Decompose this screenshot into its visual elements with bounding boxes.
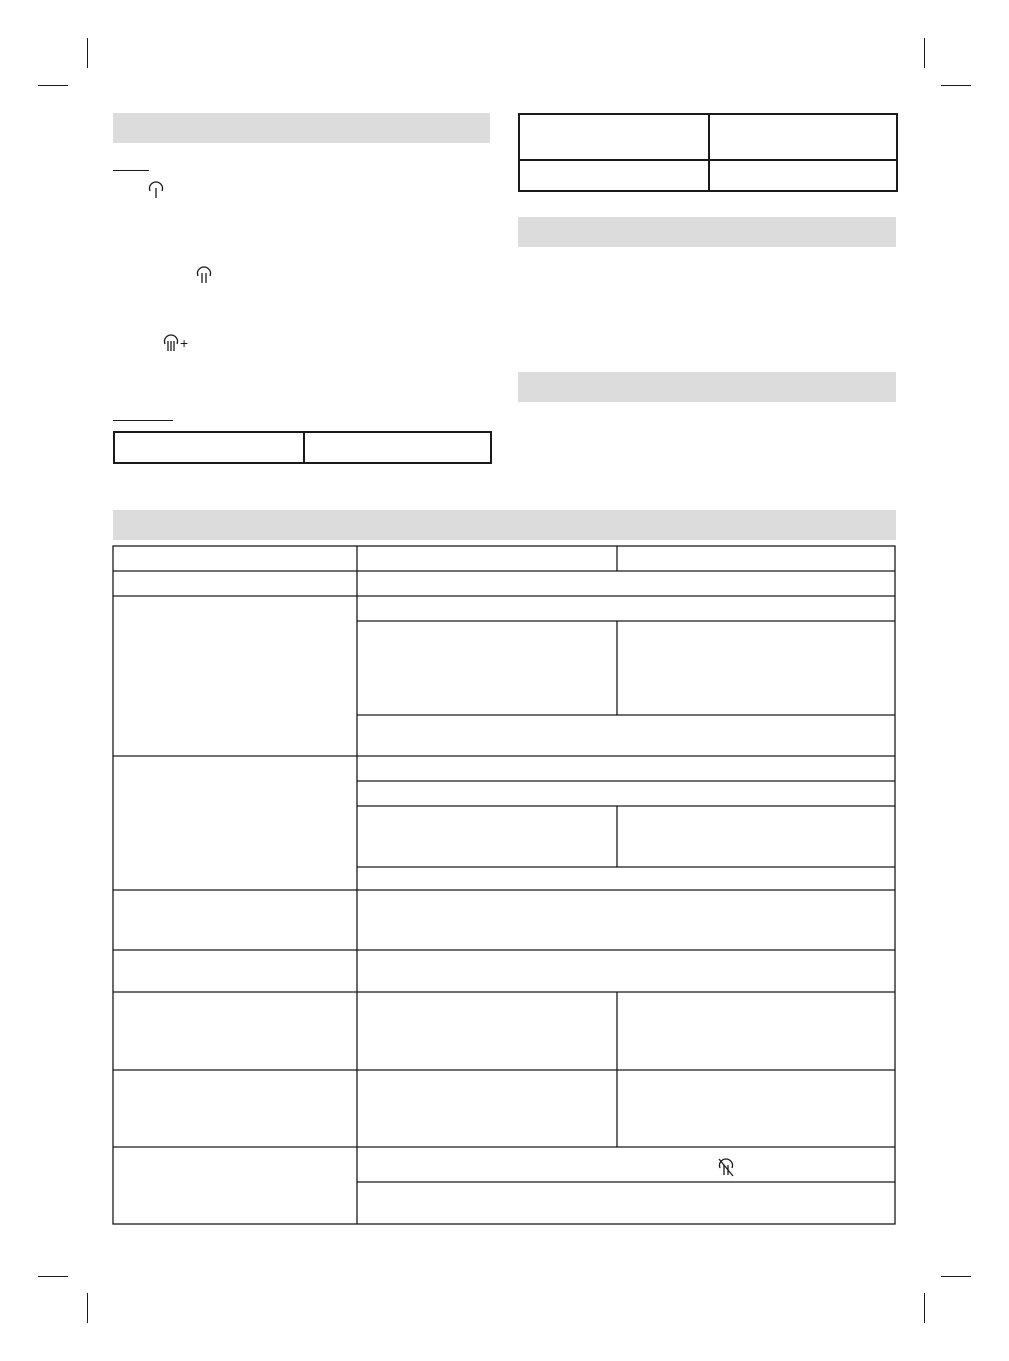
right-top-table-row-rule: [520, 159, 896, 161]
left-section-header-bar: [113, 113, 490, 143]
left-small-table: [113, 431, 492, 464]
main-table: [112, 545, 898, 1227]
shower-head-icon: [147, 180, 165, 200]
crop-mark-br-h: [941, 1276, 971, 1277]
plus-symbol: +: [180, 335, 189, 351]
shower-head-strong-icon: [195, 265, 213, 285]
right-top-table: [518, 113, 898, 192]
left-underline-long: [113, 420, 173, 421]
crop-mark-bl-v: [87, 1293, 88, 1323]
crop-mark-bl-h: [38, 1276, 68, 1277]
main-section-header-bar: [113, 510, 896, 540]
crop-mark-tl-v: [87, 38, 88, 68]
right-top-table-divider: [708, 115, 710, 190]
left-underline-short: [113, 170, 149, 171]
right-section-bar-1: [518, 217, 896, 247]
no-shower-icon: [716, 1156, 736, 1178]
shower-head-plus-icon: [162, 333, 180, 353]
right-section-bar-2: [518, 372, 896, 402]
crop-mark-tl-h: [38, 85, 68, 86]
crop-mark-tr-v: [924, 38, 925, 68]
left-small-table-divider: [303, 433, 305, 462]
crop-mark-tr-h: [941, 85, 971, 86]
crop-mark-br-v: [924, 1293, 925, 1323]
main-table-border: [113, 546, 895, 1224]
